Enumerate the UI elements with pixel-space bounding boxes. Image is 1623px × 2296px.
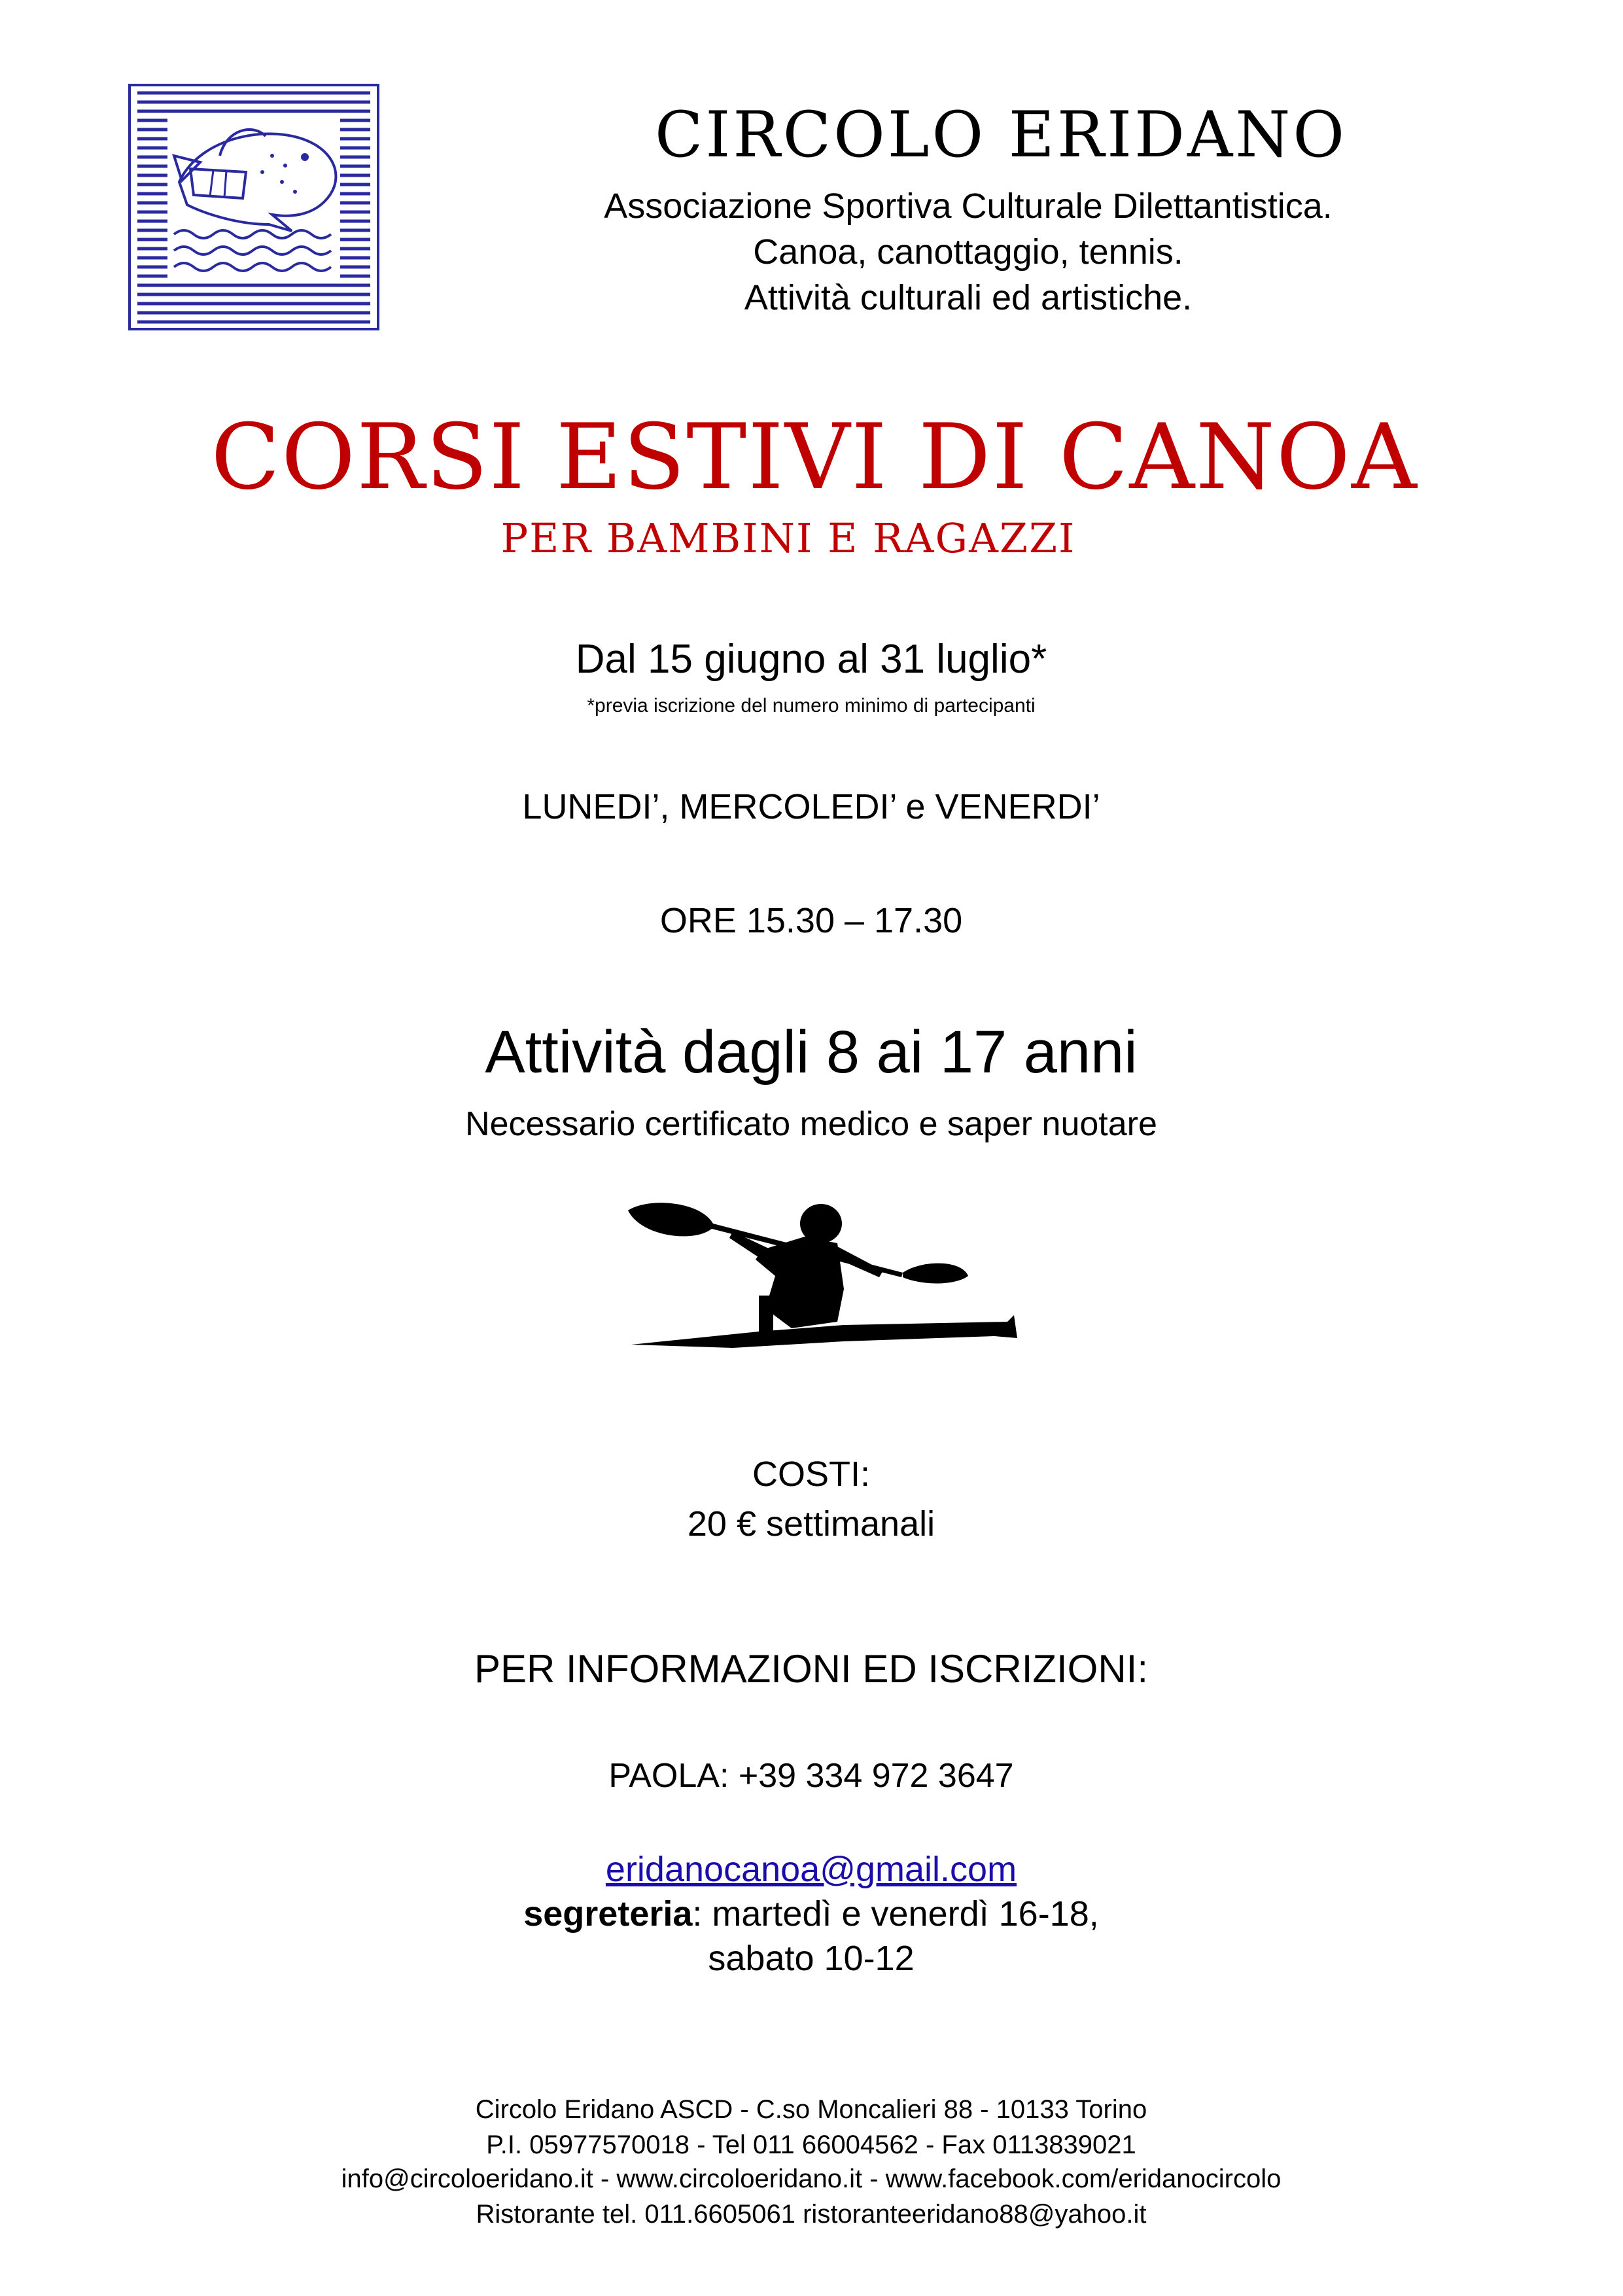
footer-restaurant: Ristorante tel. 011.6605061 ristoranteeridano88@yahoo.it: [476, 2200, 1147, 2229]
office-hours-text: : martedì e venerdì 16-18,: [692, 1894, 1099, 1934]
circolo-eridano-logo: [128, 84, 379, 330]
age-range: Attività dagli 8 ai 17 anni: [485, 1019, 1138, 1086]
course-hours: ORE 15.30 – 17.30: [659, 901, 963, 940]
page-subtitle: PER BAMBINI E RAGAZZI: [500, 514, 1076, 562]
footer-address: Circolo Eridano ASCD - C.so Moncalieri 88 - 10133 Torino: [475, 2095, 1147, 2124]
course-days: LUNEDI’, MERCOLEDI’ e VENERDI’: [522, 787, 1100, 826]
contact-email-row: [393, 1849, 1230, 1890]
requirements: Necessario certificato medico e saper nuotare: [465, 1105, 1157, 1143]
info-heading: PER INFORMAZIONI ED ISCRIZIONI:: [474, 1647, 1149, 1691]
page-title: CORSI ESTIVI DI CANOA: [211, 404, 1418, 510]
office-saturday: sabato 10-12: [708, 1939, 915, 1978]
course-dates: Dal 15 giugno al 31 luglio*: [575, 637, 1047, 682]
organization-sports: Canoa, canottaggio, tennis.: [753, 232, 1183, 272]
organization-name: CIRCOLO ERIDANO: [654, 98, 1348, 171]
contact-phone: PAOLA: +39 334 972 3647: [608, 1757, 1014, 1795]
organization-description: Associazione Sportiva Culturale Dilettantistica.: [604, 186, 1333, 226]
costs-label: COSTI:: [752, 1455, 870, 1494]
footer-web: info@circoloeridano.it - www.circoloeridano.it - www.facebook.com/eridanocircolo: [341, 2164, 1282, 2193]
footer-phone-fax: P.I. 05977570018 - Tel 011 66004562 - Fax 0113839021: [486, 2130, 1136, 2159]
contact-email-link[interactable]: eridanocanoa@gmail.com: [605, 1850, 1017, 1889]
office-hours: [327, 1894, 1295, 1934]
organization-activities: Attività culturali ed artistiche.: [744, 278, 1193, 317]
kayaker-silhouette-icon: [628, 1197, 1021, 1368]
costs-value: 20 € settimanali: [687, 1504, 935, 1544]
office-label: segreteria: [523, 1894, 693, 1934]
course-dates-note: *previa iscrizione del numero minimo di partecipanti: [587, 695, 1036, 716]
